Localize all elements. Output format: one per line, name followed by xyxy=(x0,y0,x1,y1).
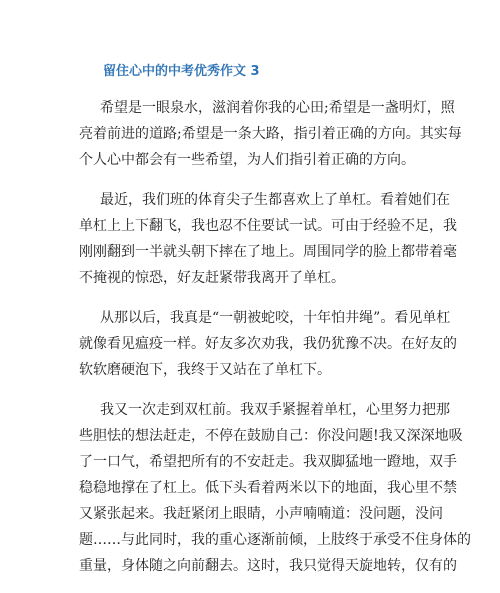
text-line: 软软磨硬泡下，我终于又站在了单杠下。 xyxy=(79,362,331,378)
text-line: 不掩视的惊恐，好友赶紧带我离开了单杠。 xyxy=(79,270,345,286)
text-line: 单杠上上下翻飞，我也忍不住要试一试。可由于经验不足，我 xyxy=(79,218,457,234)
document-body xyxy=(79,95,471,593)
text-line: 希望是一眼泉水，滋润着你我的心田;希望是一盏明灯，照 xyxy=(100,100,455,116)
paragraph-3 xyxy=(79,305,457,383)
text-line: 了一口气，希望把所有的不安赶走。我双脚猛地一蹬地，双手 xyxy=(79,454,457,470)
paragraph-2 xyxy=(79,187,457,291)
text-line: 稳稳地撑在了杠上。低下头看着两米以下的地面，我心里不禁 xyxy=(79,480,457,496)
paragraph-1 xyxy=(79,95,462,173)
text-line: 最近，我们班的体育尖子生都喜欢上了单杠。看着她们在 xyxy=(100,192,450,208)
text-line: 我又一次走到双杠前。我双手紧握着单杠，心里努力把那 xyxy=(100,402,450,418)
text-line: 就像看见瘟疫一样。好友多次劝我，我仍犹豫不决。在好友的 xyxy=(79,336,457,352)
text-line: 重量，身体随之向前翻去。这时，我只觉得天旋地转，仅有的 xyxy=(79,558,457,574)
text-line: 个人心中都会有一些希望，为人们指引着正确的方向。 xyxy=(79,152,415,168)
text-line: 从那以后，我真是“一朝被蛇咬，十年怕井绳”。看见单杠 xyxy=(100,310,451,326)
text-line: 题……与此同时，我的重心逐渐前倾，上肢终于承受不住身体的 xyxy=(79,532,471,548)
text-line: 亮着前进的道路;希望是一条大路，指引着正确的方向。其实每 xyxy=(79,126,462,142)
text-line: 又紧张起来。我赶紧闭上眼睛，小声喃喃道：没问题，没问 xyxy=(79,506,443,522)
document-title: 留住心中的中考优秀作文 3 xyxy=(103,64,260,79)
text-line: 刚刚翻到一半就头朝下摔在了地上。周围同学的脸上都带着毫 xyxy=(79,244,457,260)
text-line: 些胆怯的想法赶走，不停在鼓励自己：你没问题!我又深深地吸 xyxy=(79,428,463,444)
paragraph-4 xyxy=(79,397,471,579)
